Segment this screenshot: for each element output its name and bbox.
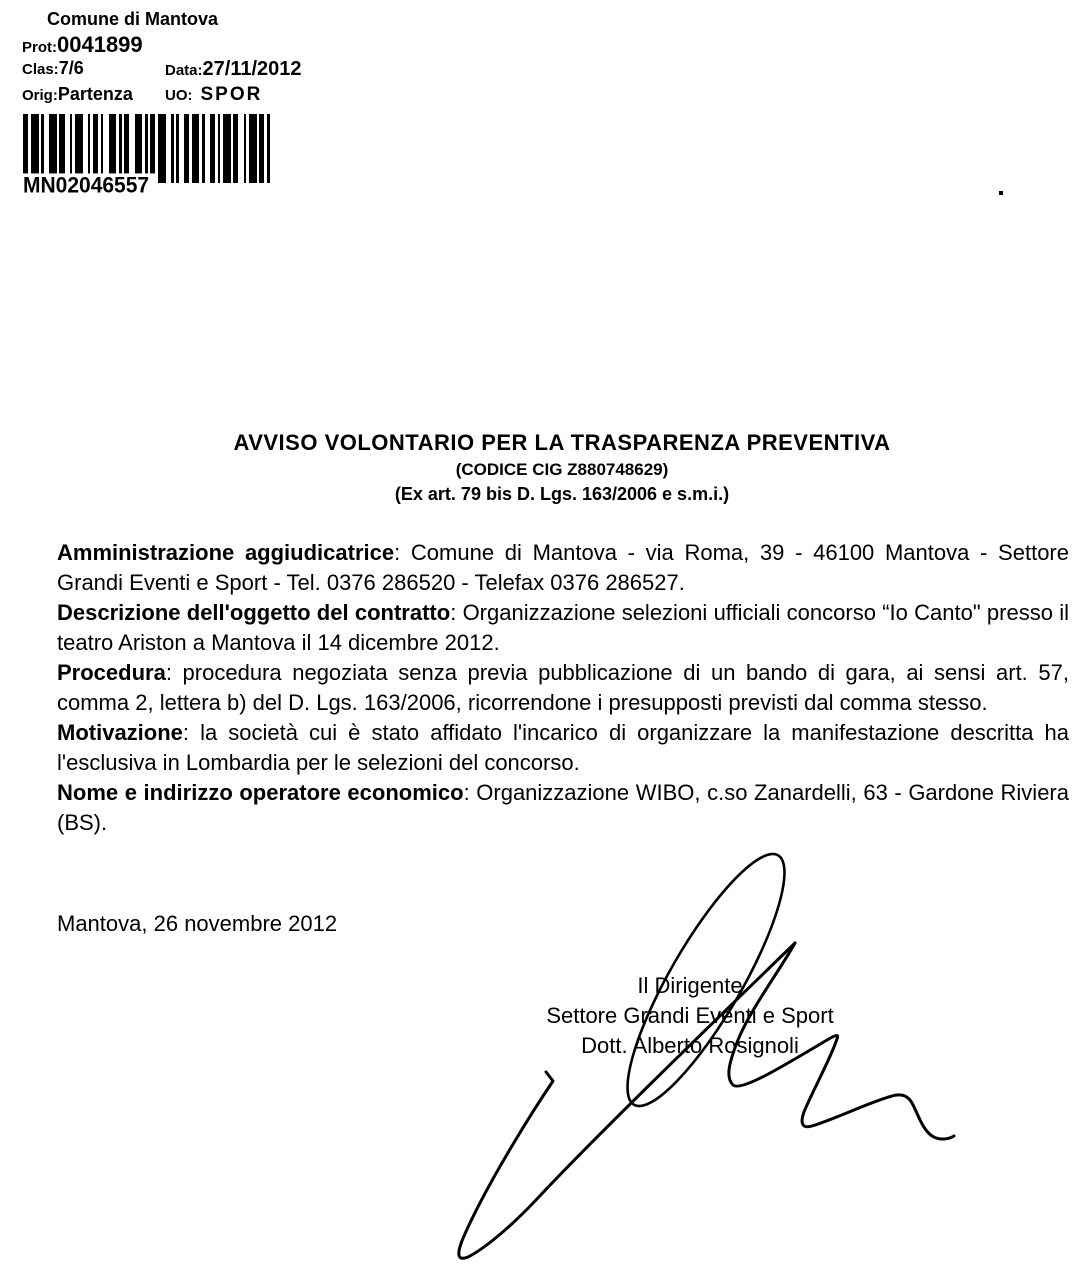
paragraph-label: Procedura (57, 660, 166, 685)
clas-data-row (22, 58, 382, 84)
title-line1: AVVISO VOLONTARIO PER LA TRASPARENZA PREVENTIVA (233, 430, 891, 455)
paragraph-operatore (57, 778, 1069, 838)
paragraph-motivazione (57, 718, 1069, 778)
paragraph-label: Descrizione dell'oggetto del contratto (57, 600, 451, 625)
paragraph-text: : Organizzazione WIBO, c.so Zanardelli, 63 - Gardone Riviera (BS). (57, 780, 1069, 835)
prot-label: Prot: (22, 39, 57, 56)
signature-role-line2: Settore Grandi Eventi e Sport (546, 1003, 834, 1028)
paragraph-text: : Organizzazione selezioni ufficiali concorso “Io Canto" presso il teatro Ariston a Mantova il 14 dicembre 2012. (57, 600, 1070, 655)
document-body (57, 538, 1069, 838)
title-line3: (Ex art. 79 bis D. Lgs. 163/2006 e s.m.i.) (394, 484, 730, 504)
paragraph-label: Motivazione (57, 720, 183, 745)
barcode-text: MN02046557 (23, 173, 155, 197)
prot-value: 0041899 (57, 32, 143, 57)
paragraph-text: : la società cui è stato affidato l'incarico di organizzare la manifestazione descritta ha l'esclusiva in Lombardia per le selezioni del concorso. (57, 720, 1069, 775)
signature-signer: Dott. Alberto Rosignoli (581, 1033, 799, 1058)
clas-value: 7/6 (58, 58, 84, 78)
uo-value: SPOR (200, 84, 263, 105)
orig-uo-row (22, 84, 382, 110)
uo-field (165, 84, 262, 106)
paragraph-label: Nome e indirizzo operatore economico (57, 780, 464, 805)
paragraph-label: Amministrazione aggiudicatrice (57, 540, 395, 565)
clas-label: Clas: (22, 61, 59, 78)
data-field (165, 58, 302, 81)
document-title (46, 428, 1078, 506)
dateline: Mantova, 26 novembre 2012 (57, 911, 338, 936)
paragraph-text: : procedura negoziata senza previa pubblicazione di un bando di gara, ai sensi art. 57, comma 2, lettera b) del D. Lgs. 163/2006, ricorrendone i presupposti previsti dal comma stesso. (57, 660, 1069, 715)
paragraph-descrizione (57, 598, 1069, 658)
protocol-header (22, 6, 382, 110)
uo-label: UO: (165, 87, 193, 104)
data-label: Data: (165, 62, 203, 79)
signature-role-line1: Il Dirigente (637, 973, 743, 998)
paragraph-amministrazione (57, 538, 1069, 598)
paragraph-text: : Comune di Mantova - via Roma, 39 - 46100 Mantova - Settore Grandi Eventi e Sport - Tel. 0376 286520 - Telefax 0376 286527. (57, 540, 1069, 595)
office-name: Comune di Mantova (47, 9, 219, 29)
data-value: 27/11/2012 (202, 58, 302, 80)
orig-label: Orig: (22, 87, 58, 104)
paragraph-procedura (57, 658, 1069, 718)
signature-block (440, 971, 940, 1061)
orig-value: Partenza (57, 84, 133, 104)
scan-speck (999, 191, 1003, 195)
prot-row (22, 32, 382, 58)
title-line2: (CODICE CIG Z880748629) (455, 460, 669, 479)
